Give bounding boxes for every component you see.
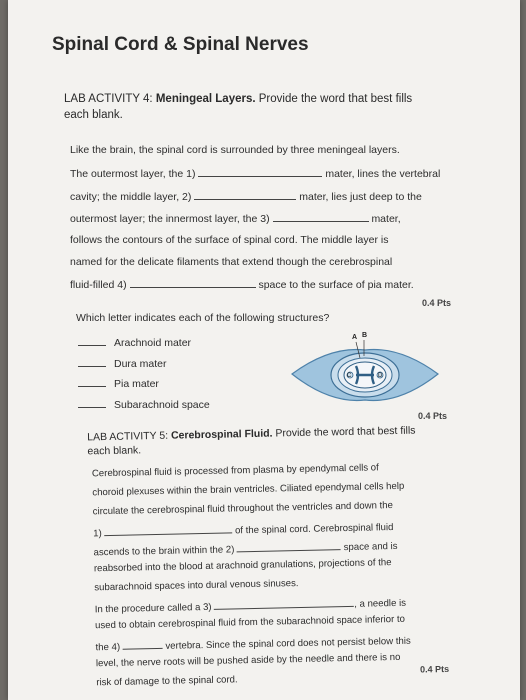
diagram-label-a: A <box>352 334 358 341</box>
activity4-instruction: Provide the word that best fills <box>258 93 413 105</box>
question-prompt: Which letter indicates each of the following structures? <box>76 312 330 324</box>
paragraph-line: ascends to the brain within the 2) space and is <box>93 540 398 559</box>
blank-3[interactable] <box>214 596 354 610</box>
paragraph-line: used to obtain cerebrospinal fluid from the subarachnoid space inferior to <box>95 613 406 632</box>
diagram-label-c: C <box>347 373 352 379</box>
blank-4[interactable] <box>123 638 163 650</box>
paragraph-line: choroid plexuses within the brain ventricles. Ciliated ependymal cells help <box>92 480 405 499</box>
activity5-name: Cerebrospinal Fluid. <box>170 427 273 442</box>
paragraph-line: fluid-filled 4) space to the surface of pia mater. <box>70 279 414 291</box>
activity5-instruction-cont: each blank. <box>87 444 142 458</box>
points-badge: 0.4 Pts <box>420 663 450 675</box>
activity5-section <box>8 0 526 700</box>
paragraph-line: outermost layer; the innermost layer, the 3) mater, <box>70 213 401 225</box>
paragraph-line: named for the delicate filaments that extend though the cerebrospinal <box>70 256 393 268</box>
activity4-instruction-cont: each blank. <box>64 109 123 121</box>
paragraph-line: In the procedure called a 3) , a needle is <box>94 597 407 616</box>
paragraph-line: subarachnoid spaces into dural venous sinuses. <box>94 578 299 594</box>
activity4-label: LAB ACTIVITY 4: <box>64 93 153 105</box>
list-item: Pia mater <box>78 376 159 390</box>
paragraph-line: cavity; the middle layer, 2) mater, lies just deep to the <box>70 191 422 203</box>
list-item: Arachnoid mater <box>78 335 191 349</box>
paragraph-line: the 4) vertebra. Since the spinal cord does not persist below this <box>95 635 411 654</box>
activity4-name: Meningeal Layers. <box>155 93 256 105</box>
worksheet-page <box>8 0 520 700</box>
blank-2[interactable] <box>237 539 341 552</box>
paragraph-line: Like the brain, the spinal cord is surrounded by three meningeal layers. <box>70 144 400 156</box>
paragraph-line: reabsorbed into the blood at arachnoid granulations, projections of the <box>93 557 392 575</box>
paragraph-line: risk of damage to the spinal cord. <box>96 674 238 689</box>
paragraph-line: level, the nerve roots will be pushed aside by the needle and there is no <box>95 651 401 670</box>
paragraph-line: Cerebrospinal fluid is processed from plasma by ependymal cells of <box>91 462 379 480</box>
page-title: Spinal Cord & Spinal Nerves <box>52 34 309 55</box>
activity5-heading <box>87 422 487 458</box>
diagram-label-d: D <box>378 373 383 379</box>
paragraph-line: circulate the cerebrospinal fluid throughout the ventricles and down the <box>92 500 394 518</box>
activity5-instruction: Provide the word that best fills <box>275 424 416 440</box>
diagram-label-b: B <box>362 332 368 339</box>
list-item: Dura mater <box>78 356 167 370</box>
list-item: Subarachnoid space <box>78 397 210 411</box>
paragraph-line: 1) of the spinal cord. Cerebrospinal fluid <box>93 522 394 540</box>
paragraph-line: The outermost layer, the 1) mater, lines the vertebral <box>70 168 441 180</box>
blank-1[interactable] <box>104 522 232 536</box>
points-badge: 0.4 Pts <box>418 411 448 421</box>
paragraph-line: follows the contours of the surface of spinal cord. The middle layer is <box>70 234 389 246</box>
activity5-label: LAB ACTIVITY 5: <box>87 429 169 444</box>
points-badge: 0.4 Pts <box>422 298 452 308</box>
